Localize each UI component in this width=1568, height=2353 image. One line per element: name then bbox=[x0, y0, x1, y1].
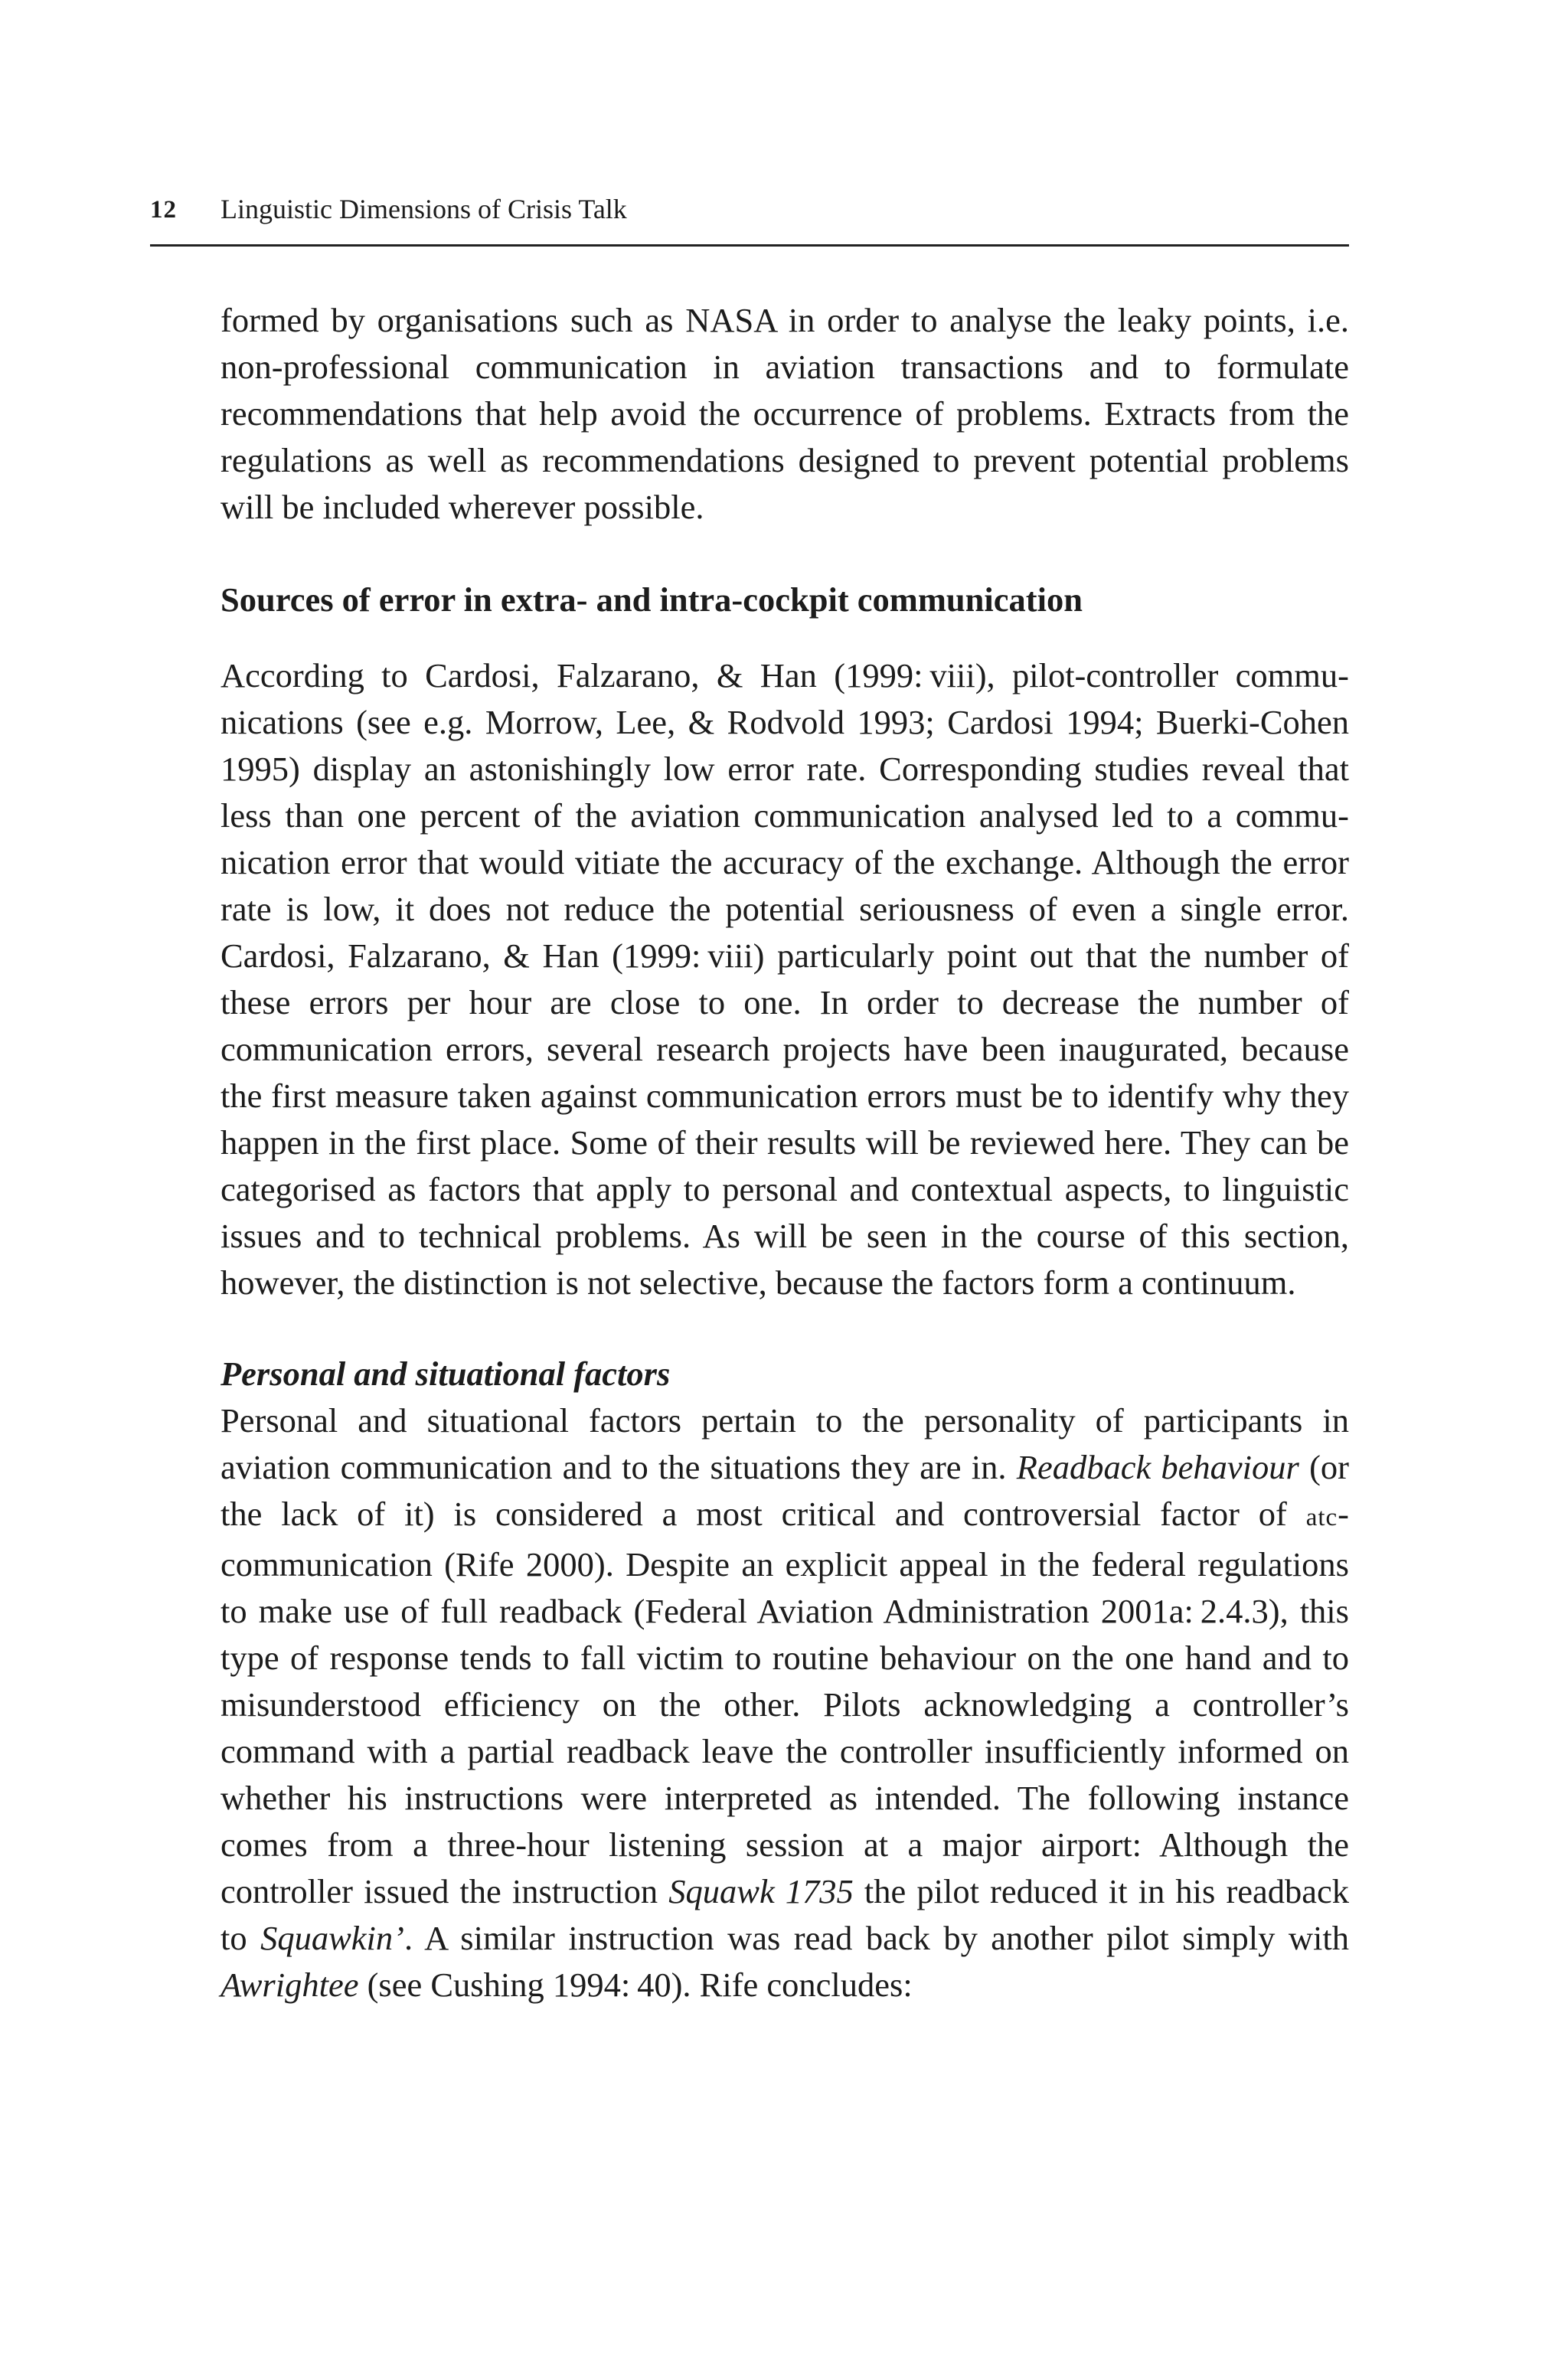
running-title: Linguistic Dimensions of Crisis Talk bbox=[220, 194, 627, 224]
italic-example-squawk: Squawk 1735 bbox=[668, 1872, 854, 1910]
page-number: 12 bbox=[150, 196, 177, 224]
text-run: Personal and situational factors pertain to the personality of participants in aviation communication and to the situations they are in. bbox=[220, 1401, 1349, 1486]
section-heading: Sources of error in extra- and intra-cockpit communication bbox=[220, 580, 1083, 619]
paragraph-error-rate: According to Cardosi, Falzarano, & Han (1999: viii), pilot-controller communications (see e.g. Morrow, Lee, & Rodvold 1993; Cardosi 1994; Buerki-Cohen 1995) display an astonishingly low error rate. Corresponding studies reveal that less than one percent of the aviation communication analysed led to a communication error that would vitiate the accuracy of the exchange. Although the error rate is low, it does not reduce the potential seriousness of even a single error. Cardosi, Falzarano, & Han (1999: viii) particularly point out that the number of these errors per hour are close to one. In order to decrease the number of communication errors, several research projects have been inaugurated, because the first measure taken against communication errors must be to identify why they happen in the first place. Some of their results will be reviewed here. They can be categorised as factors that apply to personal and contextual aspects, to linguistic issues and to technical problems. As will be seen in the course of this section, however, the distinction is not selective, because the factors form a continuum. bbox=[220, 656, 1349, 1302]
text-run: . A similar instruction was read back by another pilot simply with bbox=[403, 1919, 1349, 1957]
subsection-heading: Personal and situational factors bbox=[220, 1355, 671, 1393]
running-head bbox=[150, 191, 1349, 247]
text-run: (or the lack of it) is considered a most critical and controversial factor of bbox=[220, 1448, 1349, 1533]
text-run: the pilot reduced it in his readback to bbox=[220, 1872, 1350, 1957]
italic-term-readback-behaviour: Readback behaviour bbox=[1016, 1448, 1299, 1486]
paragraph-intro: formed by organisations such as NASA in order to analyse the leaky points, i.e. non-professional communication in aviation transactions and to formulate recommendations that help avoid the occurrence of problems. Extracts from the regulations as well as recommendations designed to prevent potential problems will be included wherever possible. bbox=[220, 301, 1349, 526]
small-caps-atc: atc bbox=[1305, 1504, 1338, 1531]
main-text bbox=[220, 297, 1349, 2008]
text-run: (see Cushing 1994: 40). Rife concludes: bbox=[358, 1966, 913, 2004]
text-run: -communication (Rife 2000). Despite an explicit appeal in the federal regulations to make use of full readback (Federal Aviation Administration 2001a: 2.4.3), this type of response tends to fall victim to routine behaviour on the one hand and to misunderstood efficiency on the other. Pilots acknowledging a controller’s command with a partial readback leave the controller insufficiently informed on whether his instructions were interpreted as intended. The following instance comes from a three-hour listening session at a major airport: Although the controller issued the instruction bbox=[220, 1495, 1349, 1910]
italic-example-squawkin: Squawkin’ bbox=[260, 1919, 404, 1957]
italic-example-awrightee: Awrightee bbox=[220, 1966, 359, 2004]
paragraph-personal-factors bbox=[220, 1397, 1349, 2008]
